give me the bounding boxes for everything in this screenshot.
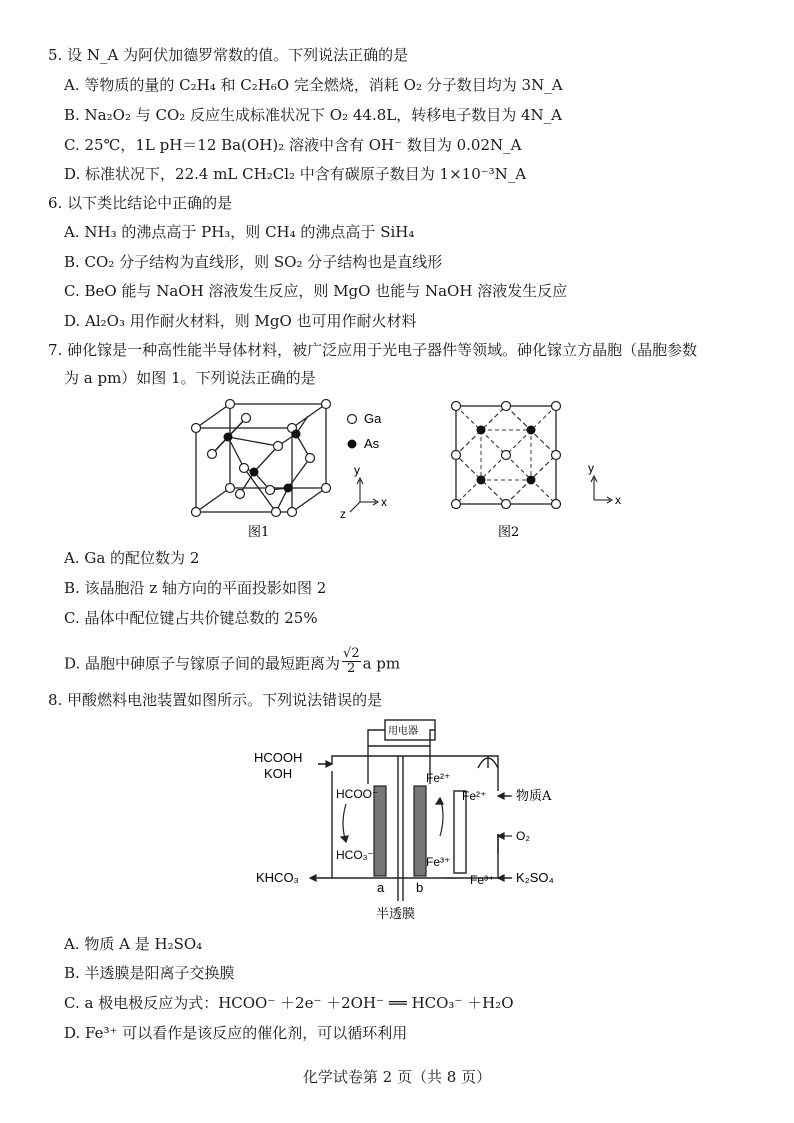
q5-option-c: C. 25℃，1L pH＝12 Ba(OH)₂ 溶液中含有 OH⁻ 数目为 0.02N_A <box>64 136 522 154</box>
fraction-numerator: √2 <box>343 646 360 661</box>
label-khco3: KHCO₃ <box>256 870 299 885</box>
q7-stem-line2: 为 a pm）如图 1。下列说法正确的是 <box>64 369 316 387</box>
label-hco3-ion: HCO₃⁻ <box>336 848 374 862</box>
axis-z-label-fig1: z <box>340 507 346 521</box>
page-footer: 化学试卷第 2 页（共 8 页） <box>302 1068 492 1086</box>
q7-option-d-tail: a pm <box>362 654 401 673</box>
q8-stem: 8. 甲酸燃料电池装置如图所示。下列说法错误的是 <box>48 691 383 709</box>
label-fe2-left: Fe²⁺ <box>426 771 451 785</box>
q5-option-d: D. 标准状况下，22.4 mL CH₂Cl₂ 中含有碳原子数目为 1×10⁻³N_A <box>64 165 527 183</box>
legend-ga-label: Ga <box>364 411 382 426</box>
label-substance-a: 物质A <box>516 789 552 804</box>
q7-stem-line1: 7. 砷化镓是一种高性能半导体材料，被广泛应用于光电子器件等领域。砷化镓立方晶胞（晶胞参数 <box>48 341 698 359</box>
q6-option-b: B. CO₂ 分子结构为直线形，则 SO₂ 分子结构也是直线形 <box>64 253 443 271</box>
q8-option-d: D. Fe³⁺ 可以看作是该反应的催化剂，可以循环利用 <box>64 1024 408 1042</box>
label-electrode-b: b <box>416 880 424 895</box>
label-fe3-left: Fe³⁺ <box>426 855 451 869</box>
q7-option-d-text: D. 晶胞中砷原子与镓原子间的最短距离为 <box>64 654 341 673</box>
axes-fig1 <box>350 478 378 512</box>
axis-y-label-fig1: y <box>354 463 360 477</box>
label-electrode-a: a <box>377 880 385 895</box>
label-hcoo-ion: HCOO⁻ <box>336 787 379 801</box>
label-o2: O₂ <box>516 829 530 843</box>
q7-option-c: C. 晶体中配位键占共价键总数的 25% <box>64 609 318 627</box>
label-hcooh: HCOOH <box>254 750 303 765</box>
q7-option-d <box>64 646 401 679</box>
label-device: 用电器 <box>388 726 418 737</box>
electrode-b-bar <box>414 786 426 876</box>
label-fe3-right: Fe³⁺ <box>470 873 495 887</box>
axes-fig2 <box>591 476 612 503</box>
fraction-denominator: 2 <box>347 661 356 676</box>
projection-fig2 <box>452 402 561 509</box>
label-fe2-right: Fe²⁺ <box>462 789 487 803</box>
q7-option-a: A. Ga 的配位数为 2 <box>64 549 200 567</box>
axis-x-label-fig1: x <box>381 495 387 509</box>
q6-stem: 6. 以下类比结论中正确的是 <box>48 194 233 212</box>
label-membrane: 半透膜 <box>376 907 416 922</box>
legend-as-marker <box>348 440 357 449</box>
caption-fig2: 图2 <box>498 525 520 540</box>
q7-option-b: B. 该晶胞沿 z 轴方向的平面投影如图 2 <box>64 579 327 597</box>
label-koh: KOH <box>264 766 293 781</box>
q5-stem: 5. 设 N_A 为阿伏加德罗常数的值。下列说法正确的是 <box>48 46 409 64</box>
axis-y-label-fig2: y <box>588 461 594 475</box>
fuel-cell-diagram <box>250 716 570 926</box>
q8-option-a: A. 物质 A 是 H₂SO₄ <box>64 935 203 953</box>
q8-option-c: C. a 极电极反应为式：HCOO⁻ ＋2e⁻ ＋2OH⁻ ══ HCO₃⁻ ＋H₂O <box>64 994 514 1012</box>
legend-as-label: As <box>364 436 380 451</box>
q8-option-b: B. 半透膜是阳离子交换膜 <box>64 964 235 982</box>
q5-option-a: A. 等物质的量的 C₂H₄ 和 C₂H₆O 完全燃烧，消耗 O₂ 分子数目均为 3N_A <box>64 76 563 94</box>
fraction <box>342 647 361 676</box>
caption-fig1: 图1 <box>248 525 270 540</box>
q6-option-d: D. Al₂O₃ 用作耐火材料，则 MgO 也可用作耐火材料 <box>64 312 417 330</box>
label-k2so4: K₂SO₄ <box>516 870 554 885</box>
crystal-figure <box>180 392 640 542</box>
axis-x-label-fig2: x <box>615 493 621 507</box>
q6-option-a: A. NH₃ 的沸点高于 PH₃，则 CH₄ 的沸点高于 SiH₄ <box>64 223 415 241</box>
q5-option-b: B. Na₂O₂ 与 CO₂ 反应生成标准状况下 O₂ 44.8L，转移电子数目为 4N_A <box>64 106 563 124</box>
q6-option-c: C. BeO 能与 NaOH 溶液发生反应，则 MgO 也能与 NaOH 溶液发生反应 <box>64 282 568 300</box>
legend-ga-marker <box>348 415 357 424</box>
